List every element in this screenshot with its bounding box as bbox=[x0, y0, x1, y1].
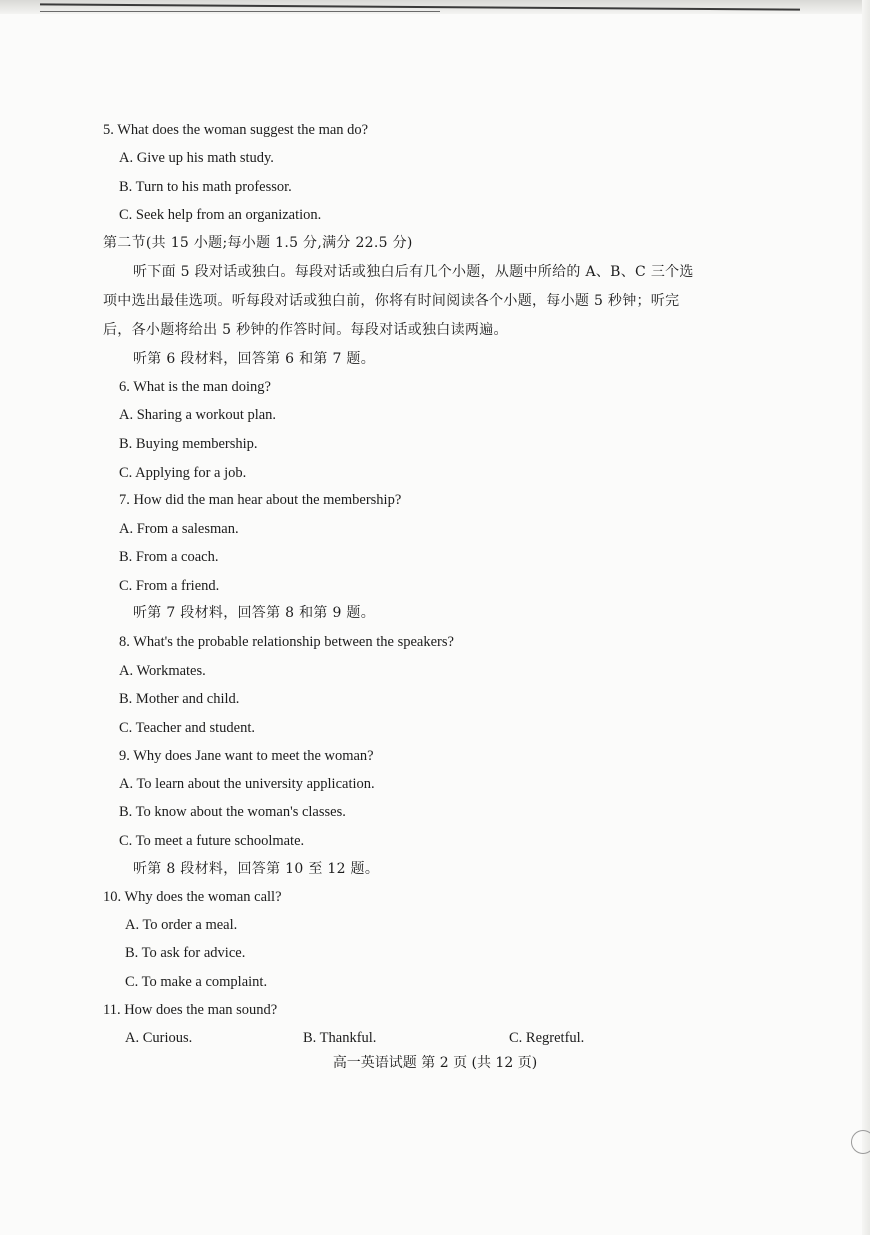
question-5: 5. What does the woman suggest the man do? bbox=[103, 122, 369, 138]
q6-option-c: C. Applying for a job. bbox=[119, 465, 247, 481]
q5-option-a: A. Give up his math study. bbox=[119, 150, 274, 166]
q6-option-b: B. Buying membership. bbox=[119, 436, 258, 452]
q10-option-c: C. To make a complaint. bbox=[125, 974, 268, 990]
q7-option-a: A. From a salesman. bbox=[119, 521, 239, 537]
material-6-instruction: 听第 6 段材料，回答第 6 和第 7 题。 bbox=[133, 351, 376, 367]
section-2-instructions-line-2: 项中选出最佳选项。听每段对话或独白前，你将有时间阅读各个小题，每小题 5 秒钟；听完 bbox=[103, 293, 680, 309]
q8-option-c: C. Teacher and student. bbox=[119, 720, 256, 736]
q11-option-a: A. Curious. bbox=[125, 1030, 193, 1046]
page-footer: 高一英语试题 第 2 页 (共 12 页) bbox=[332, 1055, 538, 1071]
question-10: 10. Why does the woman call? bbox=[103, 889, 282, 905]
q10-option-b: B. To ask for advice. bbox=[125, 945, 246, 961]
q8-option-a: A. Workmates. bbox=[119, 663, 206, 679]
section-2-instructions-line-1: 听下面 5 段对话或独白。每段对话或独白后有几个小题，从题中所给的 A、B、C 三个选 bbox=[133, 264, 694, 280]
q11-option-b: B. Thankful. bbox=[303, 1030, 377, 1046]
scan-right-edge bbox=[862, 0, 870, 1235]
section-2-heading: 第二节(共 15 小题;每小题 1.5 分,满分 22.5 分) bbox=[103, 235, 413, 251]
question-6: 6. What is the man doing? bbox=[119, 379, 271, 395]
question-11: 11. How does the man sound? bbox=[103, 1002, 278, 1018]
binding-hole-mark bbox=[851, 1130, 870, 1154]
q9-option-a: A. To learn about the university application. bbox=[119, 776, 375, 792]
q6-option-a: A. Sharing a workout plan. bbox=[119, 407, 277, 423]
scan-artifact-line bbox=[40, 11, 440, 12]
question-7: 7. How did the man hear about the membership? bbox=[119, 492, 402, 508]
material-8-instruction: 听第 8 段材料，回答第 10 至 12 题。 bbox=[133, 861, 380, 877]
question-8: 8. What's the probable relationship between the speakers? bbox=[119, 634, 454, 650]
q7-option-b: B. From a coach. bbox=[119, 549, 219, 565]
section-2-instructions-line-3: 后，各小题将给出 5 秒钟的作答时间。每段对话或独白读两遍。 bbox=[103, 322, 508, 338]
q11-option-c: C. Regretful. bbox=[509, 1030, 585, 1046]
q8-option-b: B. Mother and child. bbox=[119, 691, 240, 707]
question-9: 9. Why does Jane want to meet the woman? bbox=[119, 748, 374, 764]
q7-option-c: C. From a friend. bbox=[119, 578, 220, 594]
q9-option-c: C. To meet a future schoolmate. bbox=[119, 833, 305, 849]
q9-option-b: B. To know about the woman's classes. bbox=[119, 804, 346, 820]
material-7-instruction: 听第 7 段材料，回答第 8 和第 9 题。 bbox=[133, 605, 376, 621]
q10-option-a: A. To order a meal. bbox=[125, 917, 238, 933]
q5-option-b: B. Turn to his math professor. bbox=[119, 179, 292, 195]
q5-option-c: C. Seek help from an organization. bbox=[119, 207, 322, 223]
